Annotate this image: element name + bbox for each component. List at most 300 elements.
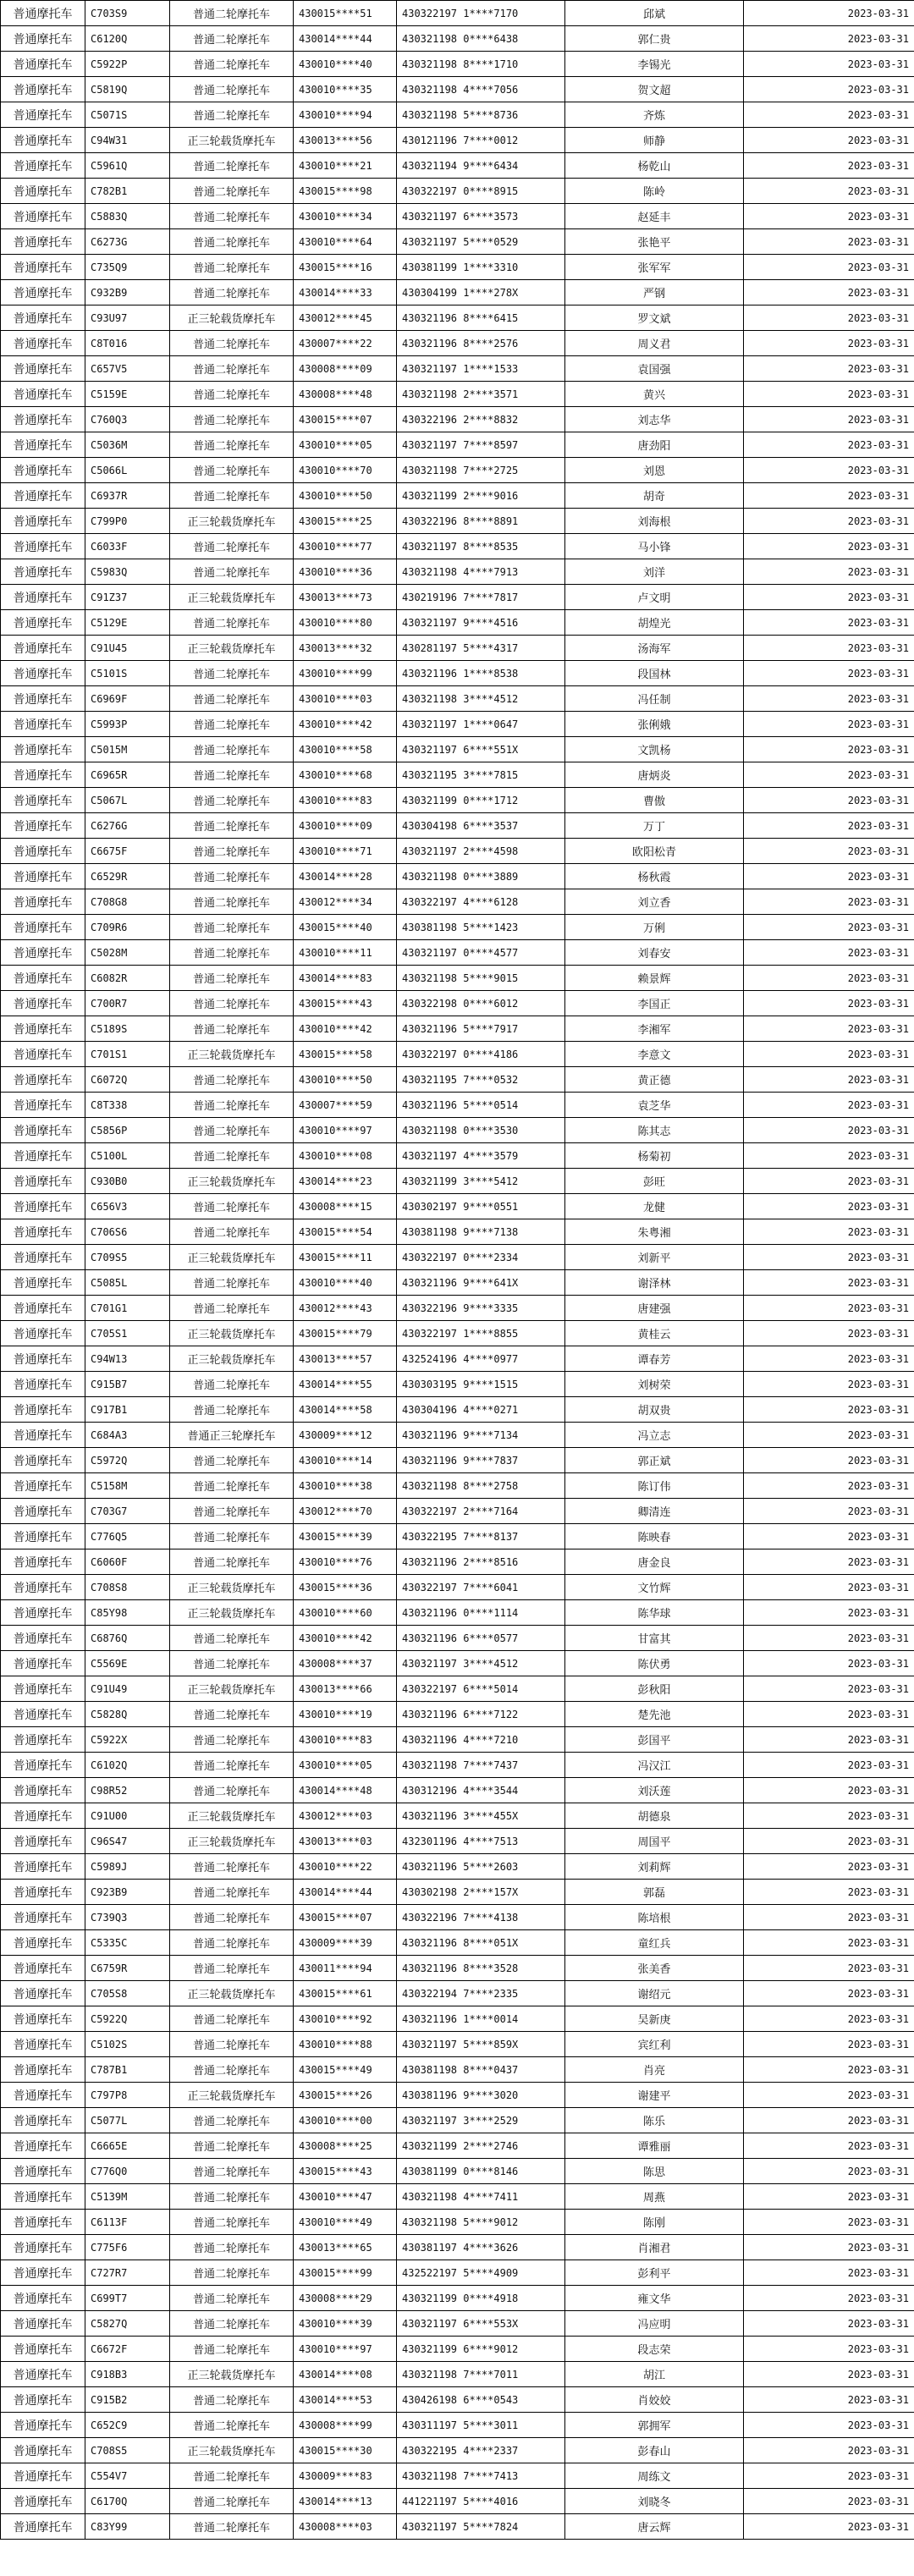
vehicle-type-cell: 普通二轮摩托车	[170, 1854, 294, 1880]
date-cell: 2023-03-31	[744, 1600, 914, 1626]
id-number-cell: 430321199 6****9012	[397, 2337, 565, 2362]
plate-number-cell: C799P0	[85, 509, 170, 534]
vehicle-type-cell: 普通二轮摩托车	[170, 356, 294, 382]
date-cell: 2023-03-31	[744, 153, 914, 179]
owner-name-cell: 胡江	[565, 2362, 744, 2387]
vehicle-type-cell: 普通二轮摩托车	[170, 280, 294, 305]
table-row	[1, 128, 914, 153]
id-number-cell: 430321199 3****5412	[397, 1169, 565, 1194]
date-cell: 2023-03-31	[744, 1093, 914, 1118]
plate-number-cell: C554V7	[85, 2463, 170, 2489]
code-number-cell: 430008****37	[294, 1651, 397, 1676]
code-number-cell: 430010****40	[294, 1270, 397, 1296]
owner-name-cell: 陈乐	[565, 2108, 744, 2133]
owner-name-cell: 陈映春	[565, 1524, 744, 1549]
date-cell: 2023-03-31	[744, 2438, 914, 2463]
id-number-cell: 430426198 6****0543	[397, 2387, 565, 2413]
vehicle-class-cell: 普通摩托车	[1, 483, 85, 509]
plate-number-cell: C5989J	[85, 1854, 170, 1880]
code-number-cell: 430014****83	[294, 966, 397, 991]
id-number-cell: 432524196 4****0977	[397, 1346, 565, 1372]
plate-number-cell: C5129E	[85, 610, 170, 636]
date-cell: 2023-03-31	[744, 1423, 914, 1448]
vehicle-type-cell: 正三轮载货摩托车	[170, 1829, 294, 1854]
plate-number-cell: C5983Q	[85, 559, 170, 585]
code-number-cell: 430013****57	[294, 1346, 397, 1372]
vehicle-type-cell: 普通二轮摩托车	[170, 1296, 294, 1321]
date-cell: 2023-03-31	[744, 1880, 914, 1905]
code-number-cell: 430012****34	[294, 889, 397, 915]
plate-number-cell: C5158M	[85, 1473, 170, 1499]
vehicle-class-cell: 普通摩托车	[1, 2286, 85, 2311]
plate-number-cell: C5922P	[85, 52, 170, 77]
id-number-cell: 430321198 7****7413	[397, 2463, 565, 2489]
plate-number-cell: C739Q3	[85, 1905, 170, 1930]
date-cell: 2023-03-31	[744, 991, 914, 1016]
id-number-cell: 430321198 0****6438	[397, 26, 565, 52]
vehicle-type-cell: 正三轮载货摩托车	[170, 1169, 294, 1194]
code-number-cell: 430008****09	[294, 356, 397, 382]
vehicle-class-cell: 普通摩托车	[1, 2438, 85, 2463]
plate-number-cell: C776Q5	[85, 1524, 170, 1549]
id-number-cell: 430322197 0****2334	[397, 1245, 565, 1270]
id-number-cell: 430321198 4****7411	[397, 2184, 565, 2210]
id-number-cell: 430321198 3****4512	[397, 686, 565, 712]
code-number-cell: 430010****05	[294, 1753, 397, 1778]
code-number-cell: 430015****99	[294, 2260, 397, 2286]
id-number-cell: 430321199 0****1712	[397, 788, 565, 813]
id-number-cell: 430322196 7****4138	[397, 1905, 565, 1930]
plate-number-cell: C5922Q	[85, 2006, 170, 2032]
table-row	[1, 1626, 914, 1651]
table-row	[1, 813, 914, 839]
date-cell: 2023-03-31	[744, 1524, 914, 1549]
code-number-cell: 430014****13	[294, 2489, 397, 2514]
date-cell: 2023-03-31	[744, 2514, 914, 2540]
table-row	[1, 280, 914, 305]
vehicle-class-cell: 普通摩托车	[1, 1880, 85, 1905]
code-number-cell: 430008****29	[294, 2286, 397, 2311]
code-number-cell: 430015****51	[294, 1, 397, 26]
date-cell: 2023-03-31	[744, 356, 914, 382]
plate-number-cell: C6759R	[85, 1956, 170, 1981]
date-cell: 2023-03-31	[744, 1854, 914, 1880]
table-row	[1, 229, 914, 255]
date-cell: 2023-03-31	[744, 483, 914, 509]
table-row	[1, 2083, 914, 2108]
date-cell: 2023-03-31	[744, 1321, 914, 1346]
plate-number-cell: C787B1	[85, 2057, 170, 2083]
vehicle-type-cell: 普通二轮摩托车	[170, 1549, 294, 1575]
plate-number-cell: C5066L	[85, 458, 170, 483]
id-number-cell: 430321198 0****3889	[397, 864, 565, 889]
table-row	[1, 255, 914, 280]
code-number-cell: 430008****03	[294, 2514, 397, 2540]
plate-number-cell: C652C9	[85, 2413, 170, 2438]
id-number-cell: 430322196 9****3335	[397, 1296, 565, 1321]
code-number-cell: 430010****42	[294, 712, 397, 737]
plate-number-cell: C760Q3	[85, 407, 170, 432]
date-cell: 2023-03-31	[744, 1905, 914, 1930]
table-body	[1, 1, 914, 2540]
id-number-cell: 430121196 7****0012	[397, 128, 565, 153]
id-number-cell: 430321196 4****7210	[397, 1727, 565, 1753]
date-cell: 2023-03-31	[744, 940, 914, 966]
vehicle-type-cell: 正三轮载货摩托车	[170, 509, 294, 534]
plate-number-cell: C706S6	[85, 1219, 170, 1245]
owner-name-cell: 曹傲	[565, 788, 744, 813]
vehicle-class-cell: 普通摩托车	[1, 1549, 85, 1575]
vehicle-class-cell: 普通摩托车	[1, 1499, 85, 1524]
id-number-cell: 430303195 9****1515	[397, 1372, 565, 1397]
table-row	[1, 509, 914, 534]
date-cell: 2023-03-31	[744, 1575, 914, 1600]
table-row	[1, 2489, 914, 2514]
date-cell: 2023-03-31	[744, 864, 914, 889]
owner-name-cell: 卢文明	[565, 585, 744, 610]
vehicle-type-cell: 普通二轮摩托车	[170, 1753, 294, 1778]
date-cell: 2023-03-31	[744, 1245, 914, 1270]
vehicle-type-cell: 普通二轮摩托车	[170, 102, 294, 128]
vehicle-type-cell: 正三轮载货摩托车	[170, 1676, 294, 1702]
code-number-cell: 430014****23	[294, 1169, 397, 1194]
owner-name-cell: 谭雅丽	[565, 2133, 744, 2159]
vehicle-type-cell: 普通二轮摩托车	[170, 1930, 294, 1956]
owner-name-cell: 李意文	[565, 1042, 744, 1067]
owner-name-cell: 刘恩	[565, 458, 744, 483]
date-cell: 2023-03-31	[744, 2463, 914, 2489]
vehicle-class-cell: 普通摩托车	[1, 179, 85, 204]
plate-number-cell: C5077L	[85, 2108, 170, 2133]
id-number-cell: 430321197 5****859X	[397, 2032, 565, 2057]
id-number-cell: 430311197 5****3011	[397, 2413, 565, 2438]
code-number-cell: 430011****94	[294, 1956, 397, 1981]
date-cell: 2023-03-31	[744, 2083, 914, 2108]
vehicle-type-cell: 普通二轮摩托车	[170, 2133, 294, 2159]
id-number-cell: 430321198 0****3530	[397, 1118, 565, 1143]
vehicle-class-cell: 普通摩托车	[1, 204, 85, 229]
id-number-cell: 430381198 5****1423	[397, 915, 565, 940]
vehicle-type-cell: 普通二轮摩托车	[170, 432, 294, 458]
id-number-cell: 430321197 3****4512	[397, 1651, 565, 1676]
code-number-cell: 430015****40	[294, 915, 397, 940]
vehicle-type-cell: 普通二轮摩托车	[170, 1448, 294, 1473]
owner-name-cell: 朱粤湘	[565, 1219, 744, 1245]
plate-number-cell: C5101S	[85, 661, 170, 686]
vehicle-type-cell: 普通二轮摩托车	[170, 483, 294, 509]
owner-name-cell: 冯任制	[565, 686, 744, 712]
vehicle-class-cell: 普通摩托车	[1, 2235, 85, 2260]
vehicle-class-cell: 普通摩托车	[1, 2057, 85, 2083]
plate-number-cell: C5569E	[85, 1651, 170, 1676]
table-row	[1, 2108, 914, 2133]
owner-name-cell: 彭秋阳	[565, 1676, 744, 1702]
date-cell: 2023-03-31	[744, 559, 914, 585]
owner-name-cell: 师静	[565, 128, 744, 153]
code-number-cell: 430010****05	[294, 432, 397, 458]
code-number-cell: 430010****94	[294, 102, 397, 128]
owner-name-cell: 邱斌	[565, 1, 744, 26]
vehicle-type-cell: 正三轮载货摩托车	[170, 1600, 294, 1626]
vehicle-class-cell: 普通摩托车	[1, 2337, 85, 2362]
plate-number-cell: C923B9	[85, 1880, 170, 1905]
code-number-cell: 430010****42	[294, 1626, 397, 1651]
owner-name-cell: 罗文斌	[565, 305, 744, 331]
plate-number-cell: C6672F	[85, 2337, 170, 2362]
id-number-cell: 430321198 5****9012	[397, 2210, 565, 2235]
code-number-cell: 430007****22	[294, 331, 397, 356]
id-number-cell: 430321195 3****7815	[397, 762, 565, 788]
code-number-cell: 430015****26	[294, 2083, 397, 2108]
owner-name-cell: 龙健	[565, 1194, 744, 1219]
code-number-cell: 430008****15	[294, 1194, 397, 1219]
vehicle-class-cell: 普通摩托车	[1, 839, 85, 864]
plate-number-cell: C5922X	[85, 1727, 170, 1753]
date-cell: 2023-03-31	[744, 1499, 914, 1524]
code-number-cell: 430010****49	[294, 2210, 397, 2235]
plate-number-cell: C708S5	[85, 2438, 170, 2463]
date-cell: 2023-03-31	[744, 255, 914, 280]
vehicle-class-cell: 普通摩托车	[1, 77, 85, 102]
date-cell: 2023-03-31	[744, 1372, 914, 1397]
plate-number-cell: C6082R	[85, 966, 170, 991]
id-number-cell: 430322195 4****2337	[397, 2438, 565, 2463]
plate-number-cell: C83Y99	[85, 2514, 170, 2540]
vehicle-type-cell: 普通二轮摩托车	[170, 559, 294, 585]
table-row	[1, 52, 914, 77]
code-number-cell: 430010****97	[294, 2337, 397, 2362]
id-number-cell: 430321198 4****7913	[397, 559, 565, 585]
owner-name-cell: 胡奇	[565, 483, 744, 509]
table-row	[1, 204, 914, 229]
date-cell: 2023-03-31	[744, 534, 914, 559]
code-number-cell: 430010****50	[294, 483, 397, 509]
date-cell: 2023-03-31	[744, 1296, 914, 1321]
date-cell: 2023-03-31	[744, 712, 914, 737]
vehicle-type-cell: 普通二轮摩托车	[170, 2006, 294, 2032]
id-number-cell: 430321197 2****4598	[397, 839, 565, 864]
vehicle-class-cell: 普通摩托车	[1, 712, 85, 737]
table-row	[1, 2286, 914, 2311]
owner-name-cell: 赖景辉	[565, 966, 744, 991]
vehicle-type-cell: 普通二轮摩托车	[170, 179, 294, 204]
owner-name-cell: 刘新平	[565, 1245, 744, 1270]
table-row	[1, 1575, 914, 1600]
vehicle-type-cell: 普通二轮摩托车	[170, 686, 294, 712]
date-cell: 2023-03-31	[744, 889, 914, 915]
date-cell: 2023-03-31	[744, 1194, 914, 1219]
plate-number-cell: C94W13	[85, 1346, 170, 1372]
vehicle-class-cell: 普通摩托车	[1, 1524, 85, 1549]
id-number-cell: 430321197 6****553X	[397, 2311, 565, 2337]
plate-number-cell: C776Q0	[85, 2159, 170, 2184]
vehicle-class-cell: 普通摩托车	[1, 636, 85, 661]
plate-number-cell: C91U49	[85, 1676, 170, 1702]
vehicle-class-cell: 普通摩托车	[1, 1575, 85, 1600]
table-row	[1, 2159, 914, 2184]
table-row	[1, 407, 914, 432]
id-number-cell: 430321198 7****2725	[397, 458, 565, 483]
plate-number-cell: C5028M	[85, 940, 170, 966]
id-number-cell: 432522197 5****4909	[397, 2260, 565, 2286]
vehicle-type-cell: 普通二轮摩托车	[170, 864, 294, 889]
table-row	[1, 1651, 914, 1676]
id-number-cell: 430304196 4****0271	[397, 1397, 565, 1423]
vehicle-type-cell: 普通二轮摩托车	[170, 2311, 294, 2337]
vehicle-class-cell: 普通摩托车	[1, 509, 85, 534]
vehicle-class-cell: 普通摩托车	[1, 1626, 85, 1651]
vehicle-type-cell: 普通二轮摩托车	[170, 1702, 294, 1727]
vehicle-class-cell: 普通摩托车	[1, 229, 85, 255]
id-number-cell: 430321196 6****7122	[397, 1702, 565, 1727]
owner-name-cell: 胡双贵	[565, 1397, 744, 1423]
table-row	[1, 1423, 914, 1448]
vehicle-class-cell: 普通摩托车	[1, 1753, 85, 1778]
owner-name-cell: 卿清连	[565, 1499, 744, 1524]
id-number-cell: 430321197 1****1533	[397, 356, 565, 382]
table-row	[1, 2133, 914, 2159]
vehicle-class-cell: 普通摩托车	[1, 2463, 85, 2489]
vehicle-type-cell: 普通二轮摩托车	[170, 2210, 294, 2235]
plate-number-cell: C6072Q	[85, 1067, 170, 1093]
plate-number-cell: C918B3	[85, 2362, 170, 2387]
owner-name-cell: 陈伏勇	[565, 1651, 744, 1676]
id-number-cell: 430321196 9****7837	[397, 1448, 565, 1473]
code-number-cell: 430010****71	[294, 839, 397, 864]
code-number-cell: 430015****43	[294, 2159, 397, 2184]
plate-number-cell: C6273G	[85, 229, 170, 255]
code-number-cell: 430012****43	[294, 1296, 397, 1321]
owner-name-cell: 汤海军	[565, 636, 744, 661]
date-cell: 2023-03-31	[744, 382, 914, 407]
code-number-cell: 430010****68	[294, 762, 397, 788]
owner-name-cell: 郭仁贵	[565, 26, 744, 52]
vehicle-class-cell: 普通摩托车	[1, 610, 85, 636]
date-cell: 2023-03-31	[744, 2210, 914, 2235]
date-cell: 2023-03-31	[744, 1981, 914, 2006]
date-cell: 2023-03-31	[744, 2362, 914, 2387]
owner-name-cell: 谢建平	[565, 2083, 744, 2108]
table-row	[1, 712, 914, 737]
vehicle-type-cell: 普通二轮摩托车	[170, 1016, 294, 1042]
plate-number-cell: C5015M	[85, 737, 170, 762]
date-cell: 2023-03-31	[744, 102, 914, 128]
plate-number-cell: C5036M	[85, 432, 170, 458]
plate-number-cell: C5085L	[85, 1270, 170, 1296]
table-row	[1, 762, 914, 788]
code-number-cell: 430010****11	[294, 940, 397, 966]
code-number-cell: 430010****42	[294, 1016, 397, 1042]
code-number-cell: 430014****08	[294, 2362, 397, 2387]
date-cell: 2023-03-31	[744, 331, 914, 356]
table-row	[1, 1930, 914, 1956]
plate-number-cell: C705S8	[85, 1981, 170, 2006]
date-cell: 2023-03-31	[744, 2489, 914, 2514]
plate-number-cell: C91Z37	[85, 585, 170, 610]
id-number-cell: 430321198 4****7056	[397, 77, 565, 102]
vehicle-class-cell: 普通摩托车	[1, 1143, 85, 1169]
id-number-cell: 430321197 5****7824	[397, 2514, 565, 2540]
code-number-cell: 430015****58	[294, 1042, 397, 1067]
vehicle-type-cell: 普通二轮摩托车	[170, 915, 294, 940]
vehicle-type-cell: 普通二轮摩托车	[170, 1372, 294, 1397]
table-row	[1, 1448, 914, 1473]
table-row	[1, 1905, 914, 1930]
code-number-cell: 430015****43	[294, 991, 397, 1016]
code-number-cell: 430010****34	[294, 204, 397, 229]
owner-name-cell: 刘晓冬	[565, 2489, 744, 2514]
date-cell: 2023-03-31	[744, 1270, 914, 1296]
vehicle-type-cell: 普通二轮摩托车	[170, 1397, 294, 1423]
code-number-cell: 430010****60	[294, 1600, 397, 1626]
owner-name-cell: 黄正德	[565, 1067, 744, 1093]
code-number-cell: 430014****48	[294, 1778, 397, 1803]
owner-name-cell: 张艳平	[565, 229, 744, 255]
id-number-cell: 430321199 2****9016	[397, 483, 565, 509]
vehicle-class-cell: 普通摩托车	[1, 686, 85, 712]
owner-name-cell: 冯立志	[565, 1423, 744, 1448]
vehicle-class-cell: 普通摩托车	[1, 991, 85, 1016]
table-row	[1, 1194, 914, 1219]
owner-name-cell: 陈思	[565, 2159, 744, 2184]
id-number-cell: 430312196 4****3544	[397, 1778, 565, 1803]
vehicle-class-cell: 普通摩托车	[1, 2413, 85, 2438]
vehicle-type-cell: 普通二轮摩托车	[170, 2159, 294, 2184]
table-row	[1, 1016, 914, 1042]
plate-number-cell: C94W31	[85, 128, 170, 153]
vehicle-class-cell: 普通摩托车	[1, 2514, 85, 2540]
id-number-cell: 430321196 8****3528	[397, 1956, 565, 1981]
plate-number-cell: C5972Q	[85, 1448, 170, 1473]
id-number-cell: 430381196 9****3020	[397, 2083, 565, 2108]
owner-name-cell: 陈刚	[565, 2210, 744, 2235]
vehicle-type-cell: 普通二轮摩托车	[170, 2235, 294, 2260]
plate-number-cell: C699T7	[85, 2286, 170, 2311]
date-cell: 2023-03-31	[744, 77, 914, 102]
code-number-cell: 430015****36	[294, 1575, 397, 1600]
date-cell: 2023-03-31	[744, 458, 914, 483]
vehicle-class-cell: 普通摩托车	[1, 1067, 85, 1093]
vehicle-class-cell: 普通摩托车	[1, 737, 85, 762]
table-row	[1, 2514, 914, 2540]
date-cell: 2023-03-31	[744, 1067, 914, 1093]
vehicle-type-cell: 普通正三轮摩托车	[170, 1423, 294, 1448]
code-number-cell: 430010****19	[294, 1702, 397, 1727]
vehicle-type-cell: 正三轮载货摩托车	[170, 305, 294, 331]
vehicle-class-cell: 普通摩托车	[1, 2210, 85, 2235]
date-cell: 2023-03-31	[744, 1930, 914, 1956]
plate-number-cell: C6665E	[85, 2133, 170, 2159]
plate-number-cell: C6060F	[85, 1549, 170, 1575]
table-row	[1, 839, 914, 864]
owner-name-cell: 陈岭	[565, 179, 744, 204]
vehicle-type-cell: 普通二轮摩托车	[170, 1651, 294, 1676]
code-number-cell: 430010****14	[294, 1448, 397, 1473]
code-number-cell: 430010****70	[294, 458, 397, 483]
date-cell: 2023-03-31	[744, 2006, 914, 2032]
vehicle-type-cell: 普通二轮摩托车	[170, 2413, 294, 2438]
id-number-cell: 430321196 1****8538	[397, 661, 565, 686]
vehicle-class-cell: 普通摩托车	[1, 2006, 85, 2032]
vehicle-class-cell: 普通摩托车	[1, 255, 85, 280]
table-row	[1, 991, 914, 1016]
vehicle-class-cell: 普通摩托车	[1, 1803, 85, 1829]
code-number-cell: 430010****22	[294, 1854, 397, 1880]
date-cell: 2023-03-31	[744, 2311, 914, 2337]
vehicle-class-cell: 普通摩托车	[1, 1245, 85, 1270]
plate-number-cell: C6876Q	[85, 1626, 170, 1651]
owner-name-cell: 郭拥军	[565, 2413, 744, 2438]
